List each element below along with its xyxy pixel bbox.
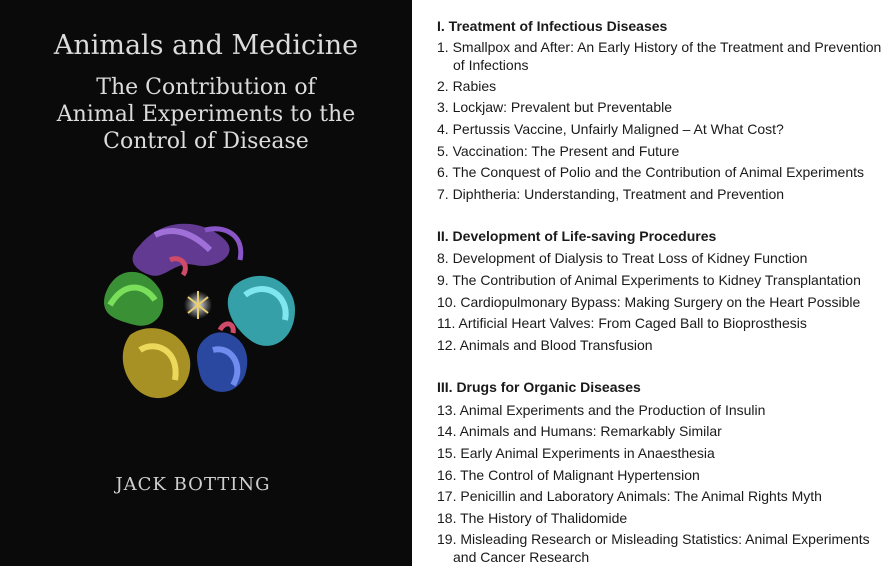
cover-author: JACK BOTTING xyxy=(115,474,271,495)
chapter-item: 17. Penicillin and Laboratory Animals: The Animal Rights Myth xyxy=(437,488,822,504)
cover-subtitle-line: Control of Disease xyxy=(103,129,309,154)
chapter-item: 4. Pertussis Vaccine, Unfairly Maligned – At What Cost? xyxy=(437,121,784,137)
chapter-item: 9. The Contribution of Animal Experiments to Kidney Transplantation xyxy=(437,272,861,288)
chapter-item: 2. Rabies xyxy=(437,78,497,94)
chapter-item: 11. Artificial Heart Valves: From Caged Ball to Bioprosthesis xyxy=(437,315,807,331)
chapter-item: 12. Animals and Blood Transfusion xyxy=(437,337,653,353)
chapter-item: 8. Development of Dialysis to Treat Loss of Kidney Function xyxy=(437,250,808,266)
chapter-item: 3. Lockjaw: Prevalent but Preventable xyxy=(437,99,673,115)
table-of-contents xyxy=(412,0,893,566)
cover-subtitle xyxy=(0,74,412,155)
cover-title: Animals and Medicine xyxy=(53,30,359,61)
chapter-item: 6. The Conquest of Polio and the Contribution of Animal Experiments xyxy=(437,164,864,180)
chapter-item: 13. Animal Experiments and the Production of Insulin xyxy=(437,402,766,418)
chapter-item: 18. The History of Thalidomide xyxy=(437,510,628,526)
chapter-item: 7. Diphtheria: Understanding, Treatment and Prevention xyxy=(437,186,785,202)
chapter-item: 5. Vaccination: The Present and Future xyxy=(437,143,680,159)
cover-subtitle-line: The Contribution of xyxy=(96,75,316,100)
chapter-item: 16. The Control of Malignant Hypertension xyxy=(437,467,700,483)
chapter-item: 15. Early Animal Experiments in Anaesthesia xyxy=(437,445,715,461)
chapter-item: 14. Animals and Humans: Remarkably Similar xyxy=(437,423,722,439)
section-heading: II. Development of Life-saving Procedures xyxy=(437,228,717,244)
section-heading: I. Treatment of Infectious Diseases xyxy=(437,18,668,34)
chapter-item: 19. Misleading Research or Misleading Statistics: Animal Experiments and Cancer Research xyxy=(437,531,870,565)
chapter-item: 10. Cardiopulmonary Bypass: Making Surgery on the Heart Possible xyxy=(437,294,861,310)
section-heading: III. Drugs for Organic Diseases xyxy=(437,379,641,395)
chapter-item: 1. Smallpox and After: An Early History of the Treatment and Prevention of Infections xyxy=(437,39,882,73)
book-cover xyxy=(0,0,412,566)
protein-structure-icon xyxy=(95,205,305,410)
cover-subtitle-line: Animal Experiments to the xyxy=(56,102,356,127)
